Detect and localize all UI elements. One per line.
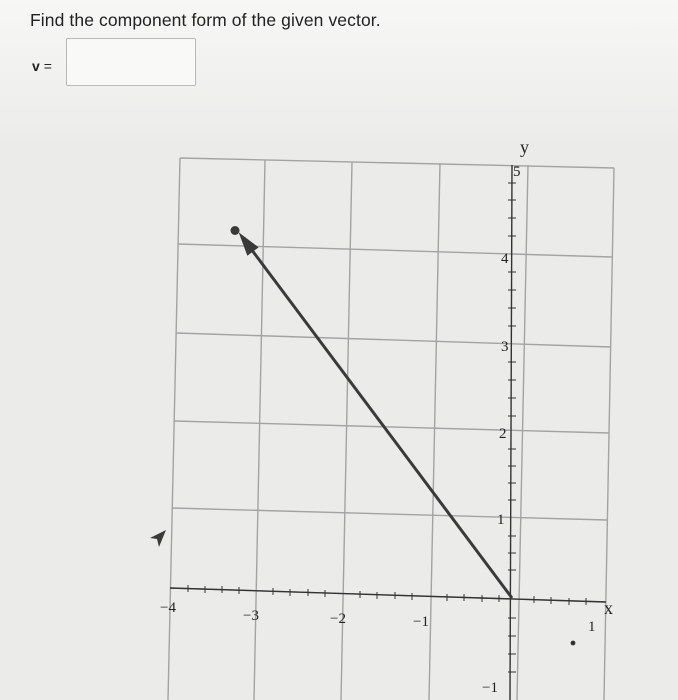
y-tick-label: −1	[482, 680, 498, 696]
y-tick-label: 2	[499, 426, 507, 442]
x-tick-label: −1	[413, 614, 429, 630]
y-tick-label: 5	[513, 164, 521, 180]
grid	[168, 158, 614, 700]
x-tick-label: −2	[330, 611, 346, 627]
y-tick-label: 3	[501, 339, 509, 355]
vector-arrowhead	[239, 232, 259, 255]
x-axis-label: x	[604, 598, 613, 618]
x-tick-label: 1	[588, 619, 596, 635]
vector-symbol: v	[32, 58, 40, 74]
mouse-cursor-icon	[148, 527, 170, 549]
x-tick-label: −3	[243, 608, 259, 624]
y-tick-label: 4	[501, 251, 509, 267]
y-axis-label: y	[520, 137, 529, 157]
question-prompt: Find the component form of the given vector.	[30, 10, 381, 30]
stray-dot	[571, 641, 576, 646]
equals-sign: =	[43, 58, 52, 74]
x-tick-label: −4	[160, 600, 176, 616]
vector-initial-point	[231, 226, 240, 235]
y-tick-label: 1	[497, 512, 505, 528]
